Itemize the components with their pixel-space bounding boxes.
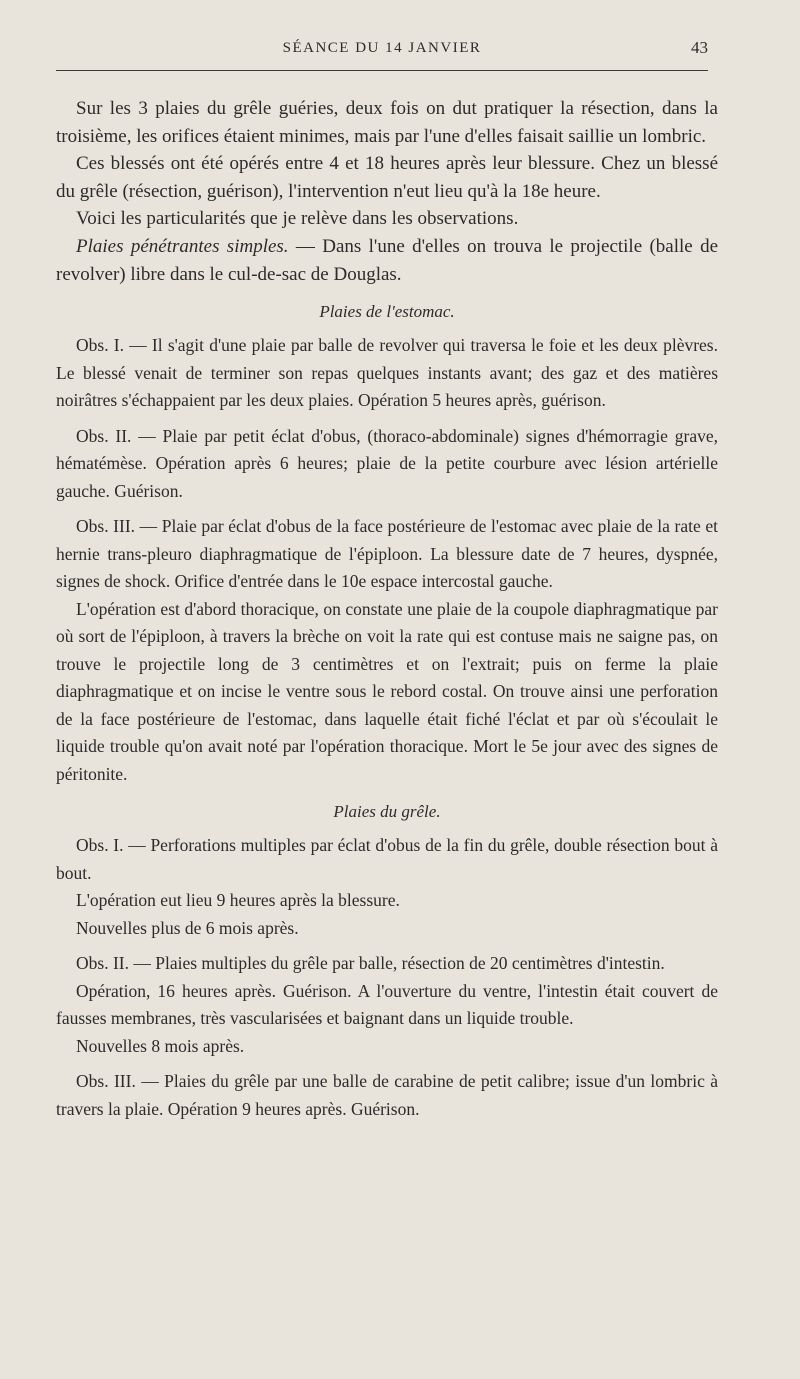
observation: Obs. III. — Plaies du grêle par une balle de carabine de petit calibre; issue d'un lombric à travers la plaie. Opération 9 heures après. Guérison.: [56, 1071, 718, 1119]
observation-continued: Nouvelles plus de 6 mois après.: [76, 917, 299, 938]
paragraph: Sur les 3 plaies du grêle guéries, deux fois on dut pratiquer la résection, dans la troisième, les orifices étaient minimes, mais par l'une d'elles faisait saillie un lombric.: [56, 98, 718, 147]
section-heading-estomac: Plaies de l'estomac.: [319, 302, 455, 322]
paragraph-text: — Dans l'une d'elles on trouva le projectile (balle de revolver) libre dans le cul-de-sac de Douglas.: [56, 235, 718, 285]
section-heading-grele: Plaies du grêle.: [333, 802, 441, 822]
paragraph: [56, 233, 718, 288]
paragraph: Ces blessés ont été opérés entre 4 et 18 heures après leur blessure. Chez un blessé du grêle (résection, guérison), l'intervention n'eut lieu qu'à la 18e heure.: [56, 153, 718, 202]
observation: Obs. I. — Perforations multiples par éclat d'obus de la fin du grêle, double résection bout à bout.: [56, 835, 718, 883]
observation: Obs. III. — Plaie par éclat d'obus de la face postérieure de l'estomac avec plaie de la rate et hernie trans-pleuro diaphragmatique de l'épiploon. La blessure date de 7 heures, dyspnée, signes de shock. Orifice d'entrée dans le 10e espace intercostal gauche.: [56, 516, 718, 592]
page-body: [56, 95, 718, 1123]
observation: Obs. II. — Plaies multiples du grêle par balle, résection de 20 centimètres d'intestin.: [76, 953, 665, 974]
paragraph: Voici les particularités que je relève dans les observations.: [76, 208, 519, 230]
page-number: 43: [691, 38, 708, 57]
observation-continued: Opération, 16 heures après. Guérison. A l'ouverture du ventre, l'intestin était couvert de fausses membranes, très vascularisées et baignant dans un liquide trouble.: [56, 980, 718, 1029]
observation: Obs. II. — Plaie par petit éclat d'obus, (thoraco-abdominale) signes d'hémorragie grave, hématémèse. Opération après 6 heures; plaie de la petite courbure avec lésion artérielle gauche. Guérison.: [56, 425, 718, 501]
running-title: SÉANCE DU 14 JANVIER: [282, 40, 482, 56]
observation-continued: Nouvelles 8 mois après.: [76, 1035, 245, 1056]
observation-continued: L'opération eut lieu 9 heures après la blessure.: [76, 890, 400, 911]
observation: Obs. I. — Il s'agit d'une plaie par balle de revolver qui traversa le foie et les deux plèvres. Le blessé venait de terminer son repas quelques instants avant; des gaz et des matières noirâtres s'échappaient par les deux plaies. Opération 5 heures après, guérison.: [56, 335, 718, 411]
observation-continued: L'opération est d'abord thoracique, on constate une plaie de la coupole diaphragmatique par où sort de l'épiploon, à travers la brèche on voit la rate qui est contuse mais ne saigne pas, on trouve le projectile long de 3 centimètres et on l'extrait; puis on ferme la plaie diaphragmatique et on incise le ventre sous le rebord costal. On trouve ainsi une perforation de la face postérieure de l'estomac, dans laquelle était fiché l'éclat et par où s'écoulait le liquide trouble qu'on avait noté par l'opération thoracique. Mort le 5e jour avec des signes de péritonite.: [56, 598, 718, 784]
page-header: [56, 36, 708, 71]
subheading-inline: Plaies pénétrantes simples.: [76, 235, 289, 257]
